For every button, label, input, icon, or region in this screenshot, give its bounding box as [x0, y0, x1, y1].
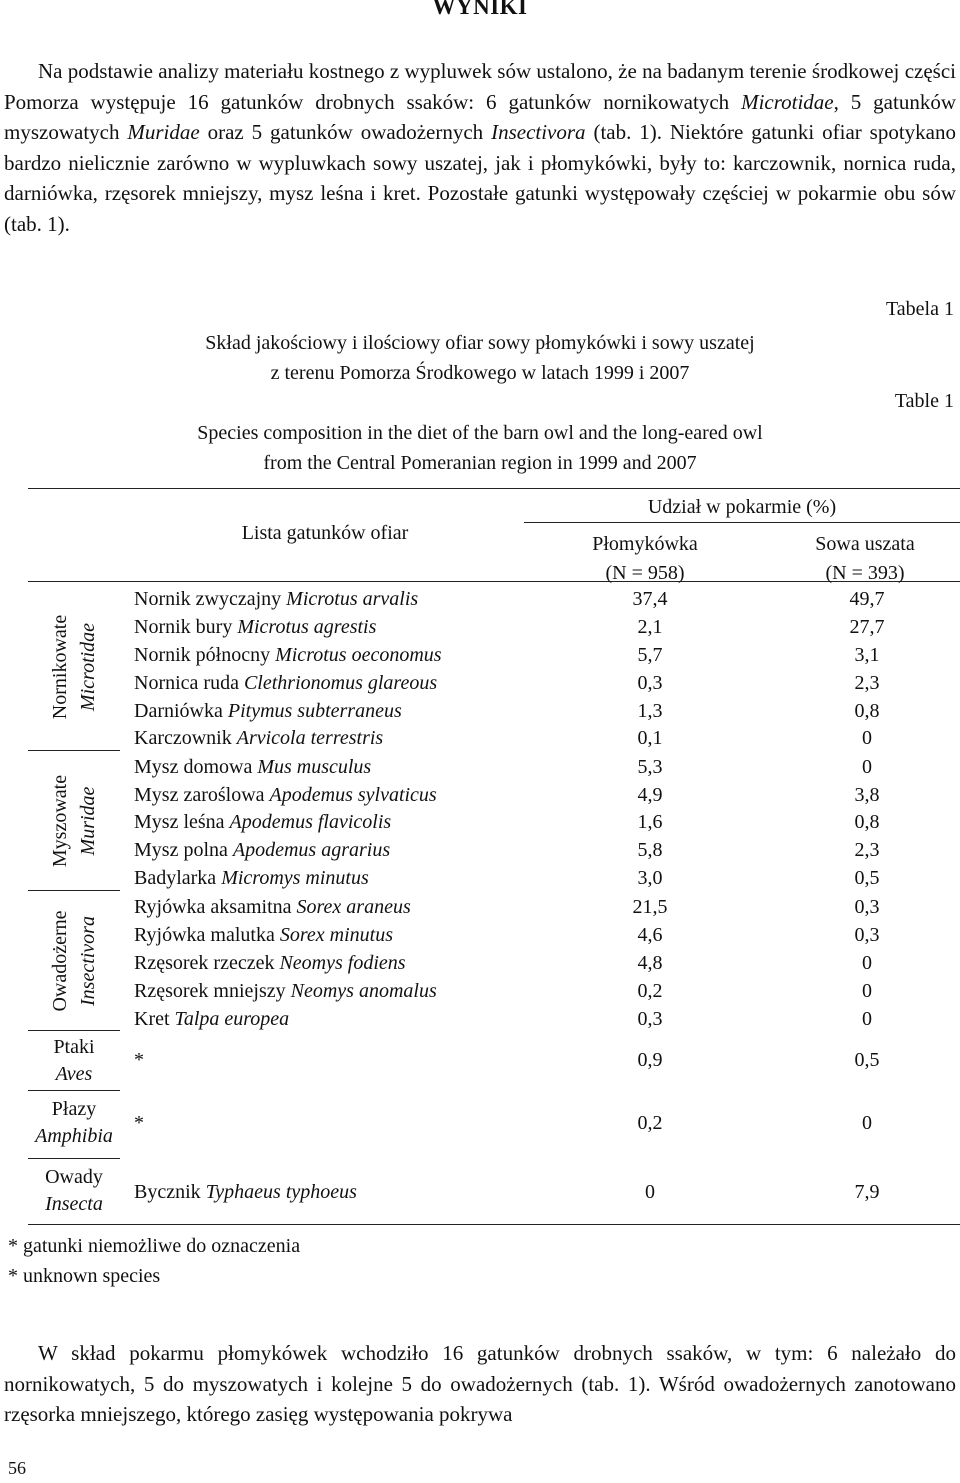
table-row: Mysz polna Apodemus agrarius 5,8 2,3 [134, 839, 880, 861]
outro-paragraph [4, 1338, 956, 1430]
table-row: Badylarka Micromys minutus 3,0 0,5 [134, 867, 880, 889]
table-row: Nornik bury Microtus agrestis 2,1 27,7 [134, 616, 885, 638]
table-row: Nornik północny Microtus oeconomus 5,7 3,1 [134, 644, 880, 666]
col1-n: (N = 958) [605, 562, 685, 584]
group-insectivora [28, 892, 120, 1030]
table-header-subrule [524, 522, 960, 523]
group-label-pl: Ptaki [53, 1036, 95, 1058]
group-rule [28, 1158, 120, 1159]
group-insecta [28, 1164, 120, 1218]
group-label-latin: Amphibia [35, 1125, 113, 1147]
group-microtidae [28, 584, 120, 750]
caption-en-line-2: from the Central Pomeranian region in 1999 and 2007 [263, 452, 697, 474]
col-header-share: Udział w pokarmie (%) [647, 496, 837, 518]
col1-name: Płomykówka [592, 533, 698, 555]
intro-latin-microtidae: Microtidae [741, 89, 834, 114]
group-rule [28, 1030, 120, 1031]
col-header-long-eared-owl [770, 530, 960, 588]
footnote-en: * unknown species [8, 1265, 161, 1287]
caption-en-line-1: Species composition in the diet of the barn owl and the long-eared owl [197, 422, 763, 444]
group-label-pl: Owadożerne [49, 910, 71, 1012]
intro-paragraph [4, 56, 956, 239]
col-header-species: Lista gatunków ofiar [241, 522, 409, 544]
outro-text: W skład pokarmu płomykówek wchodziło 16 gatunków drobnych ssaków, w tym: 6 należało do nornikowatych, 5 do myszowatych i kolejne 5 do owadożernych (tab. 1). Wśród owadożernych zanotowano rzęsorka mniejszego, którego zasięg występowania pokrywa [4, 1341, 956, 1426]
group-aves [28, 1034, 120, 1088]
table-row: Darniówka Pitymus subterraneus 1,3 0,8 [134, 700, 880, 722]
footnote-pl: * gatunki niemożliwe do oznaczenia [8, 1235, 301, 1257]
table-caption-pl [130, 328, 830, 388]
intro-text-3: oraz 5 gatunków owadożernych [199, 120, 492, 144]
intro-text-2: , 5 gatunków myszowatych [4, 89, 956, 144]
table-row: Nornik zwyczajny Microtus arvalis 37,4 49,7 [134, 588, 885, 610]
table-row: Mysz domowa Mus musculus 5,3 0 [134, 756, 872, 778]
table-row: Bycznik Typhaeus typhoeus 0 7,9 [134, 1181, 880, 1203]
page-number: 56 [8, 1458, 26, 1478]
table-row: Nornica ruda Clethrionomus glareous 0,3 2,3 [134, 672, 880, 694]
table-row: Karczownik Arvicola terrestris 0,1 0 [134, 727, 872, 749]
table-label-en: Table 1 [894, 390, 954, 412]
table-row: Rzęsorek rzeczek Neomys fodiens 4,8 0 [134, 952, 872, 974]
group-rule [28, 1090, 120, 1091]
intro-latin-muridae: Muridae [127, 120, 200, 144]
caption-pl-line-1: Skład jakościowy i ilościowy ofiar sowy płomykówki i sowy uszatej [205, 332, 755, 354]
group-label-pl: Płazy [51, 1098, 97, 1120]
table-row: Ryjówka aksamitna Sorex araneus 21,5 0,3 [134, 896, 880, 918]
table-label-pl: Tabela 1 [885, 298, 954, 320]
table-row: Mysz zaroślowa Apodemus sylvaticus 4,9 3,8 [134, 784, 880, 806]
intro-text-1: Na podstawie analizy materiału kostnego z wypluwek sów ustalono, że na badanym terenie środkowej części Pomorza występuje 16 gatunków drobnych ssaków: 6 gatunków nornikowatych [4, 59, 956, 114]
group-label-pl: Myszowate [49, 774, 71, 868]
table-caption-en [130, 418, 830, 478]
table-row: Ryjówka malutka Sorex minutus 4,6 0,3 [134, 924, 880, 946]
table-row: Rzęsorek mniejszy Neomys anomalus 0,2 0 [134, 980, 872, 1002]
group-label-latin: Aves [55, 1063, 93, 1085]
group-label-latin: Insectivora [77, 916, 99, 1006]
group-label-latin: Muridae [77, 786, 99, 856]
section-heading: WYNIKI [432, 0, 528, 19]
table-top-rule [28, 488, 960, 489]
group-rule [28, 890, 120, 891]
table-row: * 0,9 0,5 [134, 1049, 880, 1071]
table-footnotes [8, 1231, 300, 1291]
table-row: * 0,2 0 [134, 1112, 872, 1134]
group-rule [28, 750, 120, 751]
group-muridae [28, 752, 120, 890]
intro-latin-insectivora: Insectivora [491, 120, 586, 144]
group-label-latin: Insecta [45, 1193, 103, 1215]
table-row: Kret Talpa europea 0,3 0 [134, 1008, 872, 1030]
col-header-barn-owl [560, 530, 730, 588]
caption-pl-line-2: z terenu Pomorza Środkowego w latach 1999 i 2007 [270, 362, 690, 384]
intro-text-4: (tab. 1). Niektóre gatunki ofiar spotykano bardzo nielicznie zarówno w wypluwkach sowy uszatej, jak i płomykówki, były to: karczownik, nornica ruda, darniówka, rzęsorek mniejszy, mysz leśna i kret. Pozostałe gatunki występowały częściej w pokarmie obu sów (tab. 1). [4, 120, 956, 236]
group-label-pl: Owady [45, 1166, 103, 1188]
group-label-latin: Microtidae [77, 622, 99, 712]
table-bottom-rule [28, 1224, 960, 1225]
table-row: Mysz leśna Apodemus flavicolis 1,6 0,8 [134, 811, 880, 833]
col2-n: (N = 393) [825, 562, 905, 584]
col2-name: Sowa uszata [815, 533, 915, 555]
group-label-pl: Nornikowate [49, 614, 71, 720]
group-amphibia [28, 1096, 120, 1150]
